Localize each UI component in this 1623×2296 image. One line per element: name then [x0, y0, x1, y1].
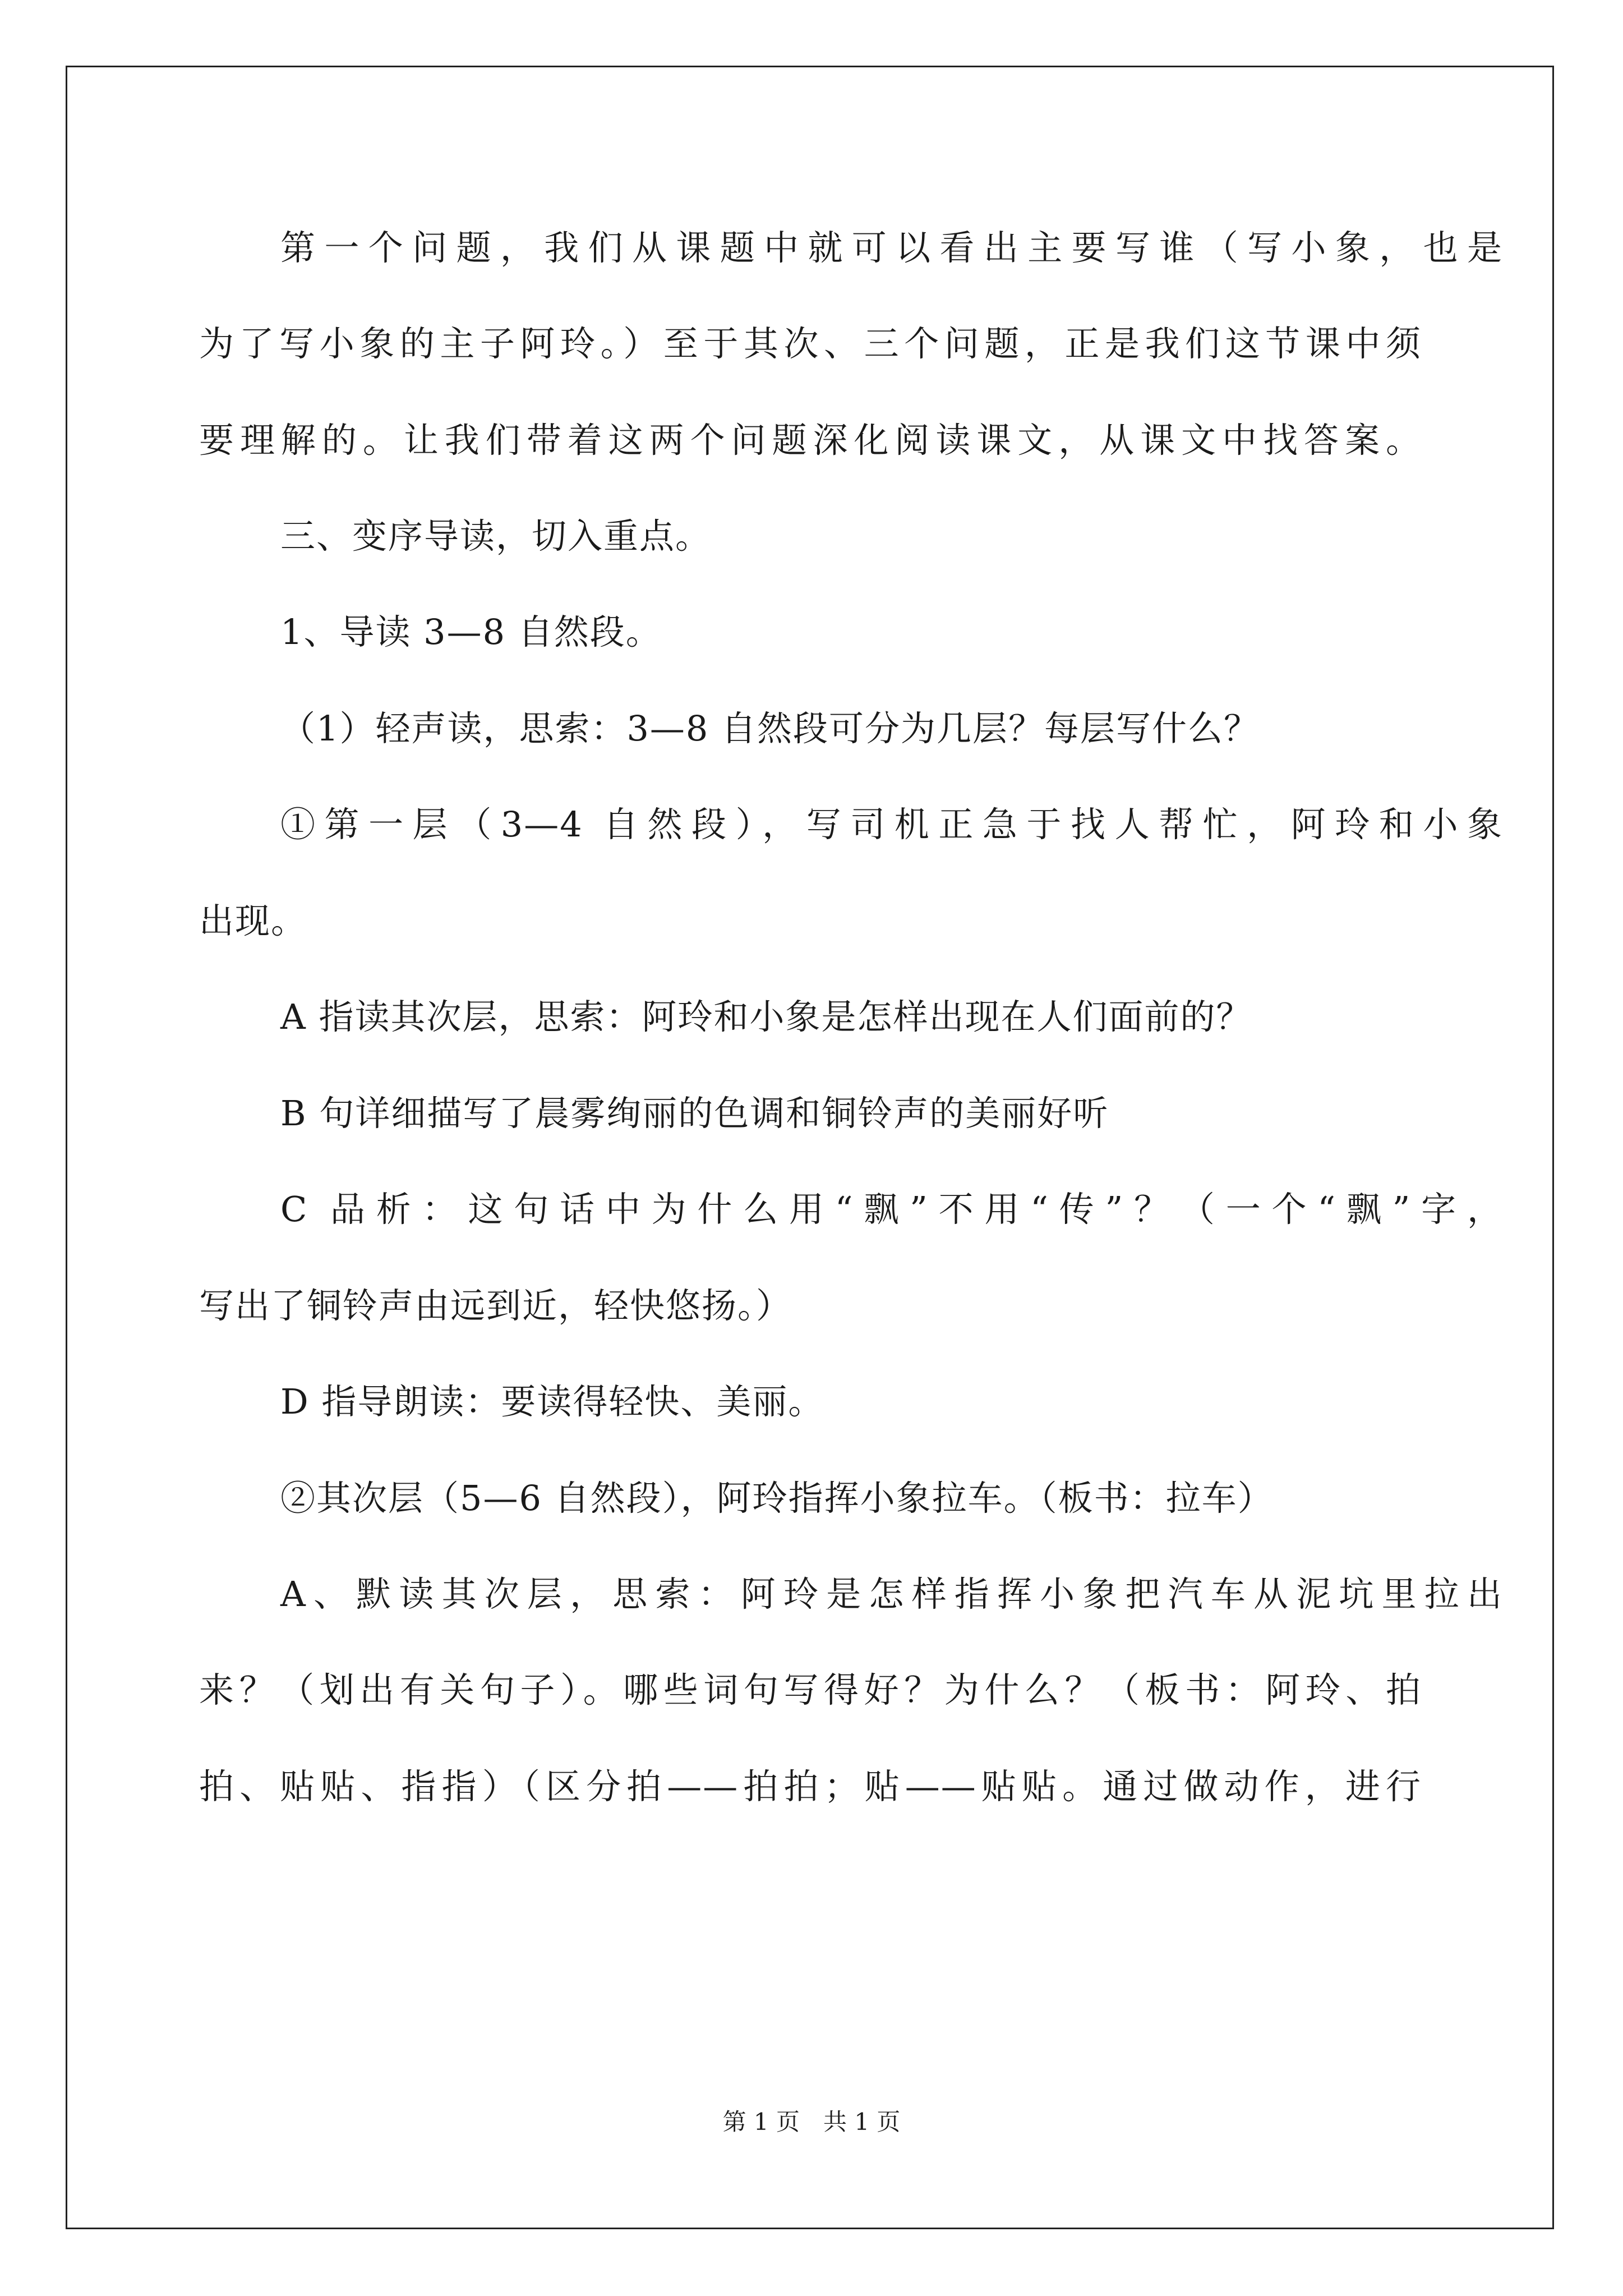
page-footer: 第 1 页 共 1 页: [722, 2108, 901, 2136]
layer-1-line-1: ①第一层（3—4 自然段），写司机正急于找人帮忙，阿玲和小象: [280, 804, 1503, 845]
page-border: [66, 66, 1554, 2229]
layer-2-a-line-3: 拍、贴贴、指指）（区分拍——拍拍；贴——贴贴。通过做动作，进行: [199, 1766, 1422, 1807]
subheading-1: 1、导读 3—8 自然段。: [280, 611, 662, 652]
section-heading: 三、变序导读，切入重点。: [280, 516, 712, 556]
point-b: B 句详细描写了晨雾绚丽的色调和铜铃声的美丽好听: [280, 1093, 1109, 1134]
layer-2-heading: ②其次层（5—6 自然段），阿玲指挥小象拉车。（板书：拉车）: [280, 1478, 1274, 1519]
paragraph-line-1: 第一个问题，我们从课题中就可以看出主要写谁（写小象，也是: [280, 227, 1503, 268]
point-c-line-1: C 品析：这句话中为什么用“飘”不用“传”？（一个“飘”字，: [280, 1189, 1503, 1230]
point-a: A 指读其次层，思索：阿玲和小象是怎样出现在人们面前的？: [280, 996, 1252, 1037]
layer-1-line-2: 出现。: [199, 900, 307, 941]
paragraph-line-3: 要理解的。让我们带着这两个问题深化阅读课文，从课文中找答案。: [199, 420, 1422, 461]
point-d: D 指导朗读：要读得轻快、美丽。: [280, 1381, 824, 1422]
paragraph-line-2: 为了写小象的主子阿玲。）至于其次、三个问题，正是我们这节课中须: [199, 323, 1422, 364]
question-1: （1）轻声读，思索：3—8 自然段可分为几层？每层写什么？: [280, 708, 1260, 749]
point-c-line-2: 写出了铜铃声由远到近，轻快悠扬。）: [199, 1285, 792, 1326]
layer-2-a-line-1: A、默读其次层，思索：阿玲是怎样指挥小象把汽车从泥坑里拉出: [280, 1573, 1503, 1614]
layer-2-a-line-2: 来？（划出有关句子）。哪些词句写得好？为什么？（板书：阿玲、拍: [199, 1669, 1422, 1710]
